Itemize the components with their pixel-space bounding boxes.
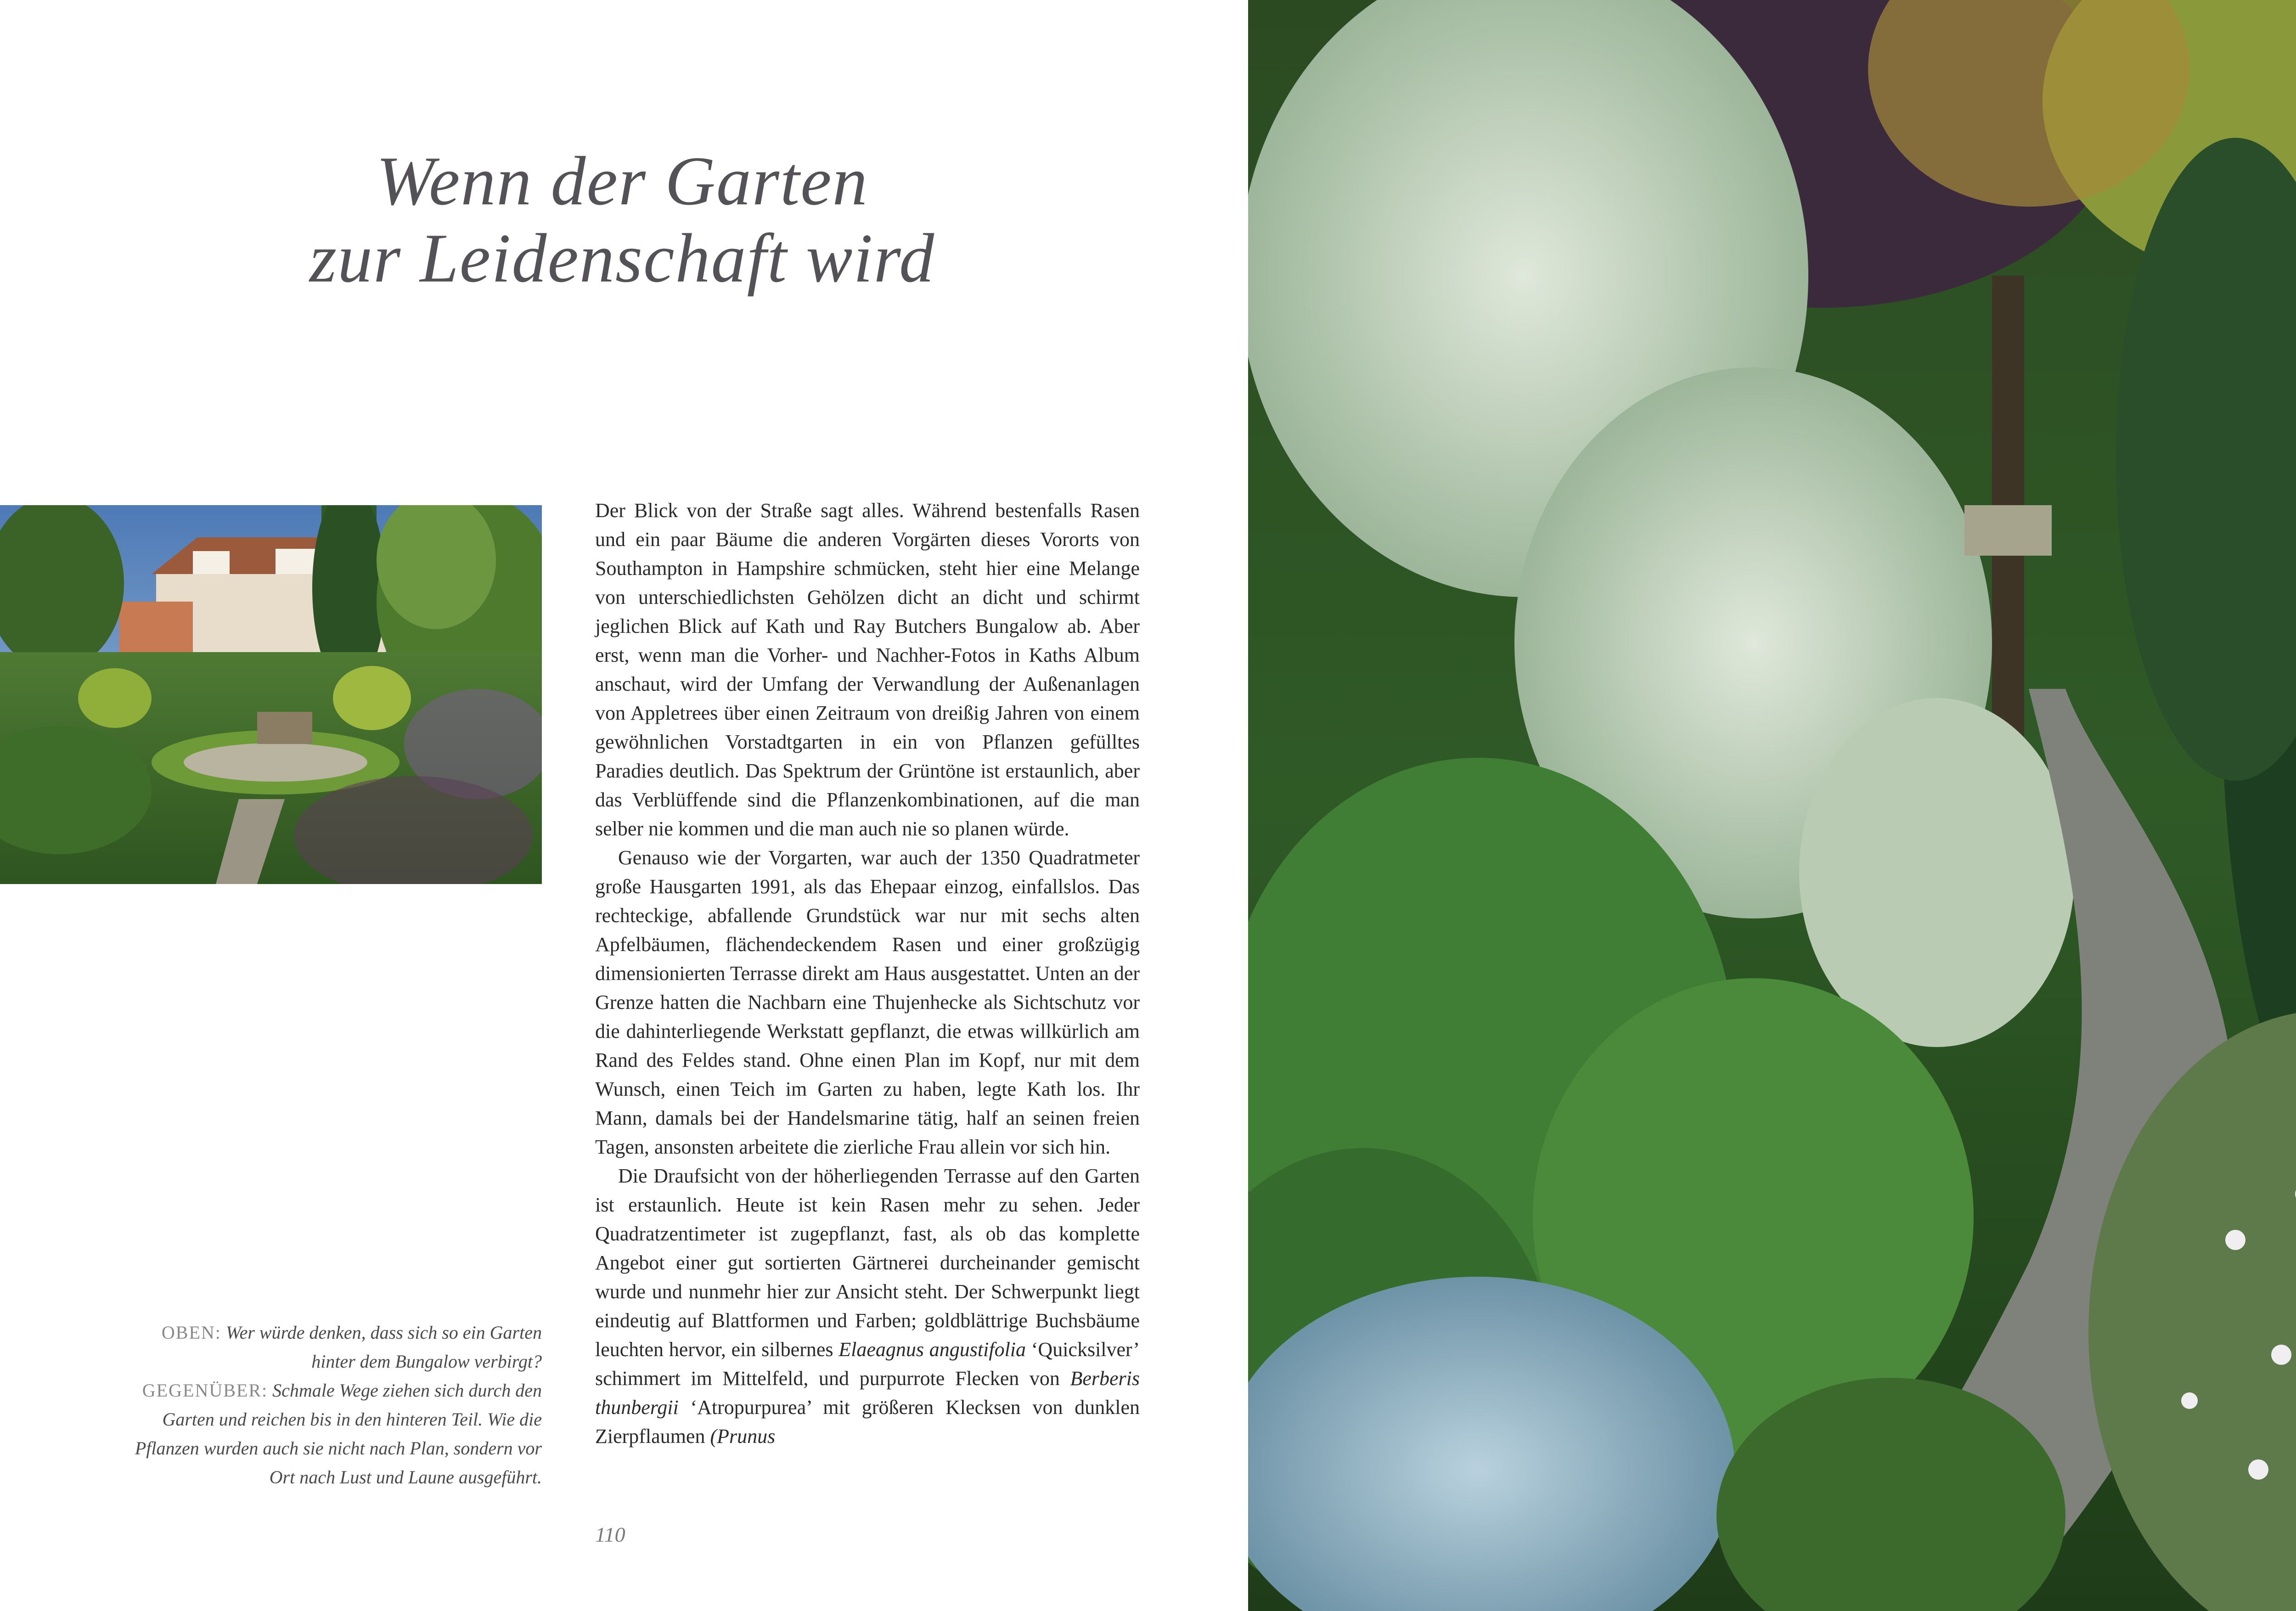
plant-name-prunus: (Prunus <box>710 1425 776 1448</box>
body-text <box>595 496 1140 1451</box>
photo-caption <box>115 1318 542 1492</box>
plant-name-elaeagnus: Elaeagnus angustifolia <box>838 1338 1026 1361</box>
paragraph-2: Genauso wie der Vorgarten, war auch der 1350 Quadratmeter große Hausgarten 1991, als das Ehepaar einzog, einfallslos. Das rechteckige, abfallende Grundstück war nur mit sechs alten Apfelbäumen, flächendeckendem Rasen und einer großzügig dimensionierten Terrasse direkt am Haus ausgestattet. Unten an der Grenze hatten die Nachbarn eine Thujenhecke als Sichtschutz vor die dahinterliegende Werkstatt gepflanzt, die etwas willkürlich am Rand des Feldes stand. Ohne einen Plan im Kopf, nur mit dem Wunsch, einen Teich im Garten zu haben, legte Kath los. Ihr Mann, damals bei der Handelsmarine tätig, half an seinen freien Tagen, ansonsten arbeitete die zierliche Frau allein vor sich hin. <box>595 846 1140 1158</box>
paragraph-1: Der Blick von der Straße sagt alles. Während bestenfalls Rasen und ein paar Bäume die anderen Vorgärten dieses Vororts von Southampton in Hampshire schmücken, steht hier eine Melange von unterschiedlichsten Gehölzen dicht an dicht und schirmt jeglichen Blick auf Kath und Ray Butchers Bungalow ab. Aber erst, wenn man die Vorher- und Nachher-Fotos in Kaths Album anschaut, wird der Umfang der Verwandlung der Außenanlagen von Appletrees über einen Zeitraum von dreißig Jahren von einem gewöhnlichen Vorstadtgarten in ein von Pflanzen gefülltes Paradies deutlich. Das Spektrum der Grüntöne ist erstaunlich, aber das Verblüffende sind die Pflanzenkombinationen, auf die man selber nie kommen und die man auch nie so planen würde. <box>595 499 1140 840</box>
full-page-photo-garden-path <box>1248 0 2296 1611</box>
caption-text-gegenueber: Schmale Wege ziehen sich durch den Garten und reichen bis in den hinteren Teil. Wie die Pflanzen wurden auch sie nicht nach Plan, sondern vor Ort nach Lust und Laune ausgeführt. <box>135 1380 542 1487</box>
title-line-1: Wenn der Garten <box>376 142 868 220</box>
page-number: 110 <box>595 1523 625 1546</box>
caption-label-gegenueber: GEGENÜBER: <box>142 1380 268 1401</box>
caption-top <box>115 1318 542 1376</box>
paragraph-3-part-c: ‘Atropurpurea’ mit größeren Klecksen von dunklen Zierpflaumen <box>595 1396 1140 1448</box>
caption-text-oben: Wer würde denken, dass sich so ein Garten hinter dem Bungalow verbirgt? <box>225 1322 542 1372</box>
inset-photo-front-garden <box>0 505 542 884</box>
title-line-2: zur Leidenschaft wird <box>309 220 935 297</box>
front-garden-illustration <box>0 505 542 884</box>
caption-opposite <box>115 1376 542 1492</box>
paragraph-3 <box>595 1161 1140 1451</box>
page-title <box>138 142 1107 297</box>
caption-label-oben: OBEN: <box>161 1322 221 1343</box>
garden-path-illustration <box>1248 0 2296 1611</box>
paragraph-3-part-b: ‘Quicksilver’ schimmert im Mittelfeld, und purpurrote Flecken von <box>595 1338 1140 1390</box>
paragraph-3-part-a: Die Draufsicht von der höherliegenden Terrasse auf den Garten ist erstaunlich. Heute ist kein Rasen mehr zu sehen. Jeder Quadratzentimeter ist zugepflanzt, fast, als ob das komplette Angebot einer gut sortierten Gärtnerei durcheinander gemischt wurde und nunmehr hier zur Ansicht steht. Der Schwerpunkt liegt eindeutig auf Blattformen und Farben; goldblättrige Buchsbäume leuchten hervor, ein silbernes <box>595 1165 1140 1361</box>
plant-name-berberis: Berberis thunbergii <box>595 1367 1140 1419</box>
